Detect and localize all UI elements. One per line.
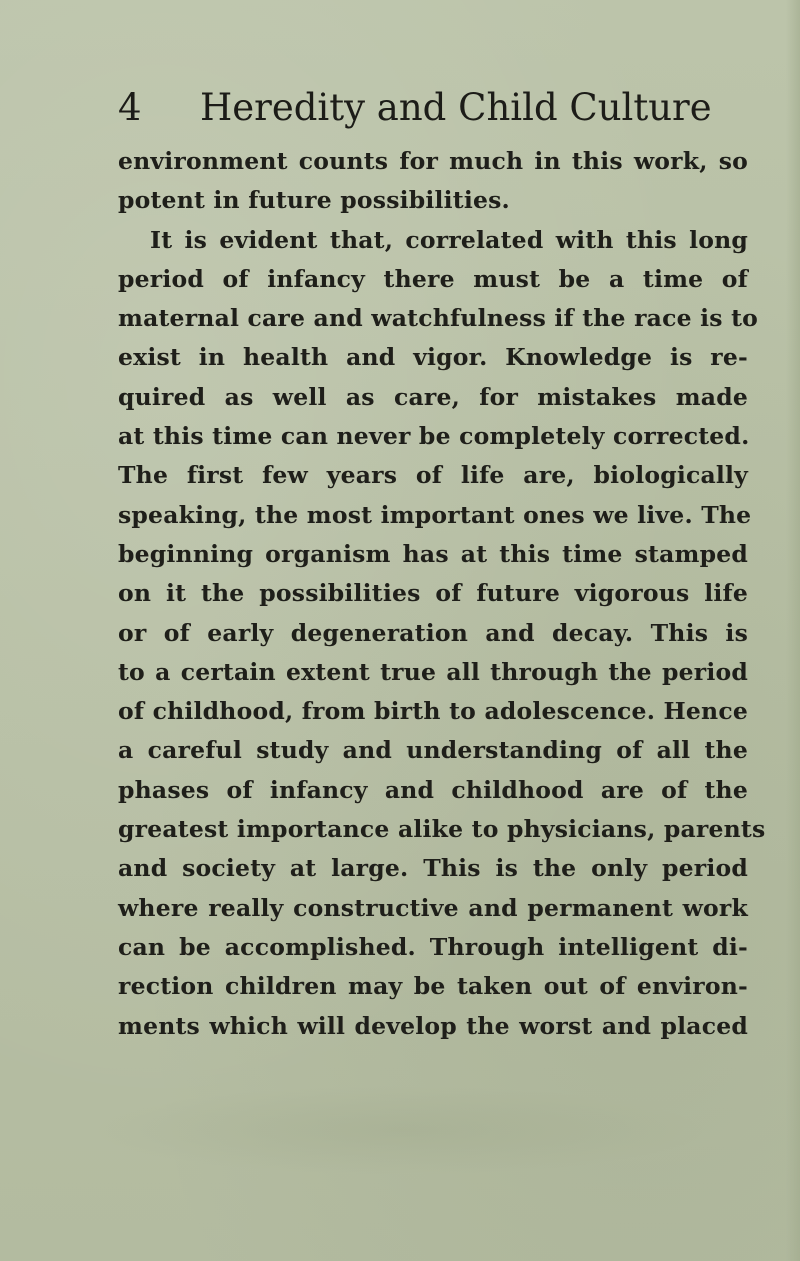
text-line: ments which will develop the worst and placed: [118, 1011, 748, 1040]
text-line: period of infancy there must be a time of: [118, 264, 748, 293]
running-title: Heredity and Child Culture: [200, 86, 712, 129]
text-line: on it the possibilities of future vigorous life: [118, 579, 748, 608]
paper-smudge: [90, 1085, 710, 1175]
text-line: rection children may be taken out of environ-: [118, 972, 748, 1001]
text-line: exist in health and vigor. Knowledge is re-: [118, 343, 748, 372]
text-line: or of early degeneration and decay. This is: [118, 618, 748, 647]
text-line: where really constructive and permanent work: [118, 893, 748, 922]
text-line: phases of infancy and childhood are of the: [118, 775, 748, 804]
body-text: [118, 142, 766, 1046]
page-header: [118, 82, 738, 132]
text-line: quired as well as care, for mistakes made: [118, 382, 748, 411]
text-line: at this time can never be completely corrected.: [118, 422, 750, 451]
text-line: The first few years of life are, biologically: [118, 461, 748, 490]
paragraph-start-line: It is evident that, correlated with this long: [150, 225, 748, 254]
text-line: and society at large. This is the only period: [118, 854, 748, 883]
page-number: 4: [118, 86, 142, 129]
text-line: a careful study and understanding of all the: [118, 736, 748, 765]
text-line: potent in future possibilities.: [118, 186, 510, 215]
text-line: speaking, the most important ones we live. The: [118, 500, 752, 529]
text-line: environment counts for much in this work, so: [118, 147, 748, 175]
text-line: greatest importance alike to physicians, parents: [118, 815, 766, 844]
text-line: beginning organism has at this time stamped: [118, 539, 748, 568]
text-line: can be accomplished. Through intelligent di-: [118, 932, 748, 961]
text-line: to a certain extent true all through the period: [118, 657, 748, 686]
text-line: maternal care and watchfulness if the race is to: [118, 304, 758, 333]
page-edge-shadow: [786, 0, 800, 1261]
text-line: of childhood, from birth to adolescence. Hence: [118, 697, 748, 726]
